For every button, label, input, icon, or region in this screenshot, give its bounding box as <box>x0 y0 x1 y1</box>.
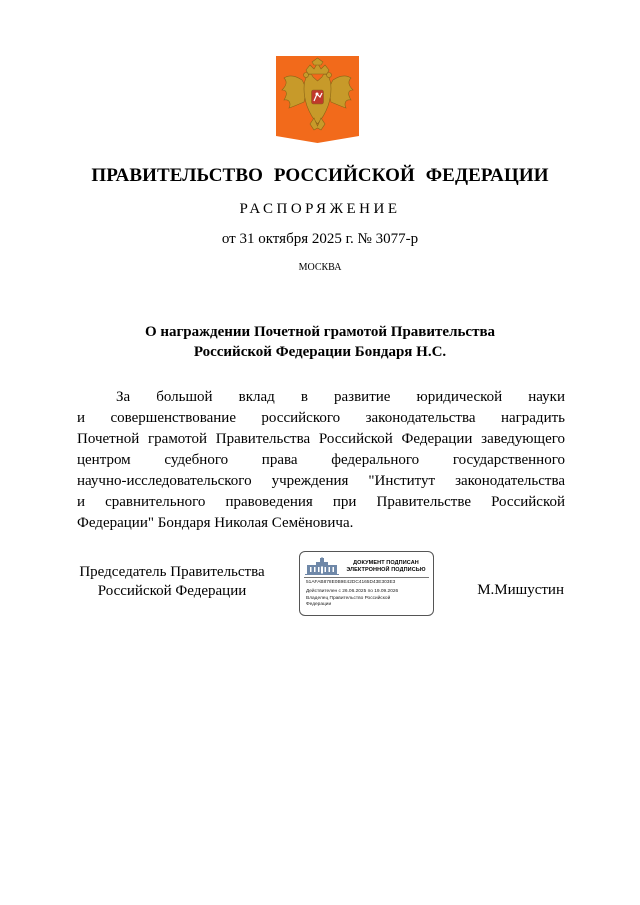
stamp-title <box>340 560 432 574</box>
document-date-number: от 31 октября 2025 г. № 3077-р <box>221 231 419 247</box>
stamp-validity: Действителен с 26.06.2025 по 19.09.2026 <box>306 589 399 594</box>
body-line: научно-исследовательского учреждения "Институт законодательства <box>77 473 565 489</box>
coat-of-arms-emblem <box>276 56 359 143</box>
signer-name: М.Мишустин <box>477 582 564 598</box>
document-heading <box>0 322 640 362</box>
electronic-signature-stamp <box>299 551 434 616</box>
russian-coat-of-arms-icon <box>276 56 359 143</box>
government-building-icon <box>304 557 340 575</box>
stamp-title-line: ДОКУМЕНТ ПОДПИСАН <box>353 560 419 566</box>
document-body <box>77 387 565 534</box>
signer-position <box>77 563 267 601</box>
body-line: За большой вклад в развитие юридической науки <box>116 389 565 405</box>
signer-position-line: Председатель Правительства <box>79 564 265 580</box>
document-heading-line: Российской Федерации Бондаря Н.С. <box>193 344 447 360</box>
signer-position-line: Российской Федерации <box>97 583 247 599</box>
document-heading-line: О награждении Почетной грамотой Правительства <box>144 324 496 340</box>
body-line: и совершенствование российского законодательства наградить <box>77 410 565 426</box>
stamp-emblem <box>304 557 340 575</box>
body-line: и сравнительного правоведения при Правительстве Российской <box>77 494 565 510</box>
stamp-title-line: ЭЛЕКТРОННОЙ ПОДПИСЬЮ <box>346 567 426 573</box>
stamp-owner: Федерации <box>306 602 332 607</box>
document-type: РАСПОРЯЖЕНИЕ <box>239 201 401 217</box>
body-line: Почетной грамотой Правительства Российской Федерации заведующего <box>77 431 565 447</box>
body-line: центром судебного права федерального государственного <box>77 452 565 468</box>
stamp-certificate: 51AFAB878E0B9E42DC4165D43E303E3 <box>306 580 396 585</box>
stamp-divider <box>304 577 429 578</box>
document-city: МОСКВА <box>298 262 342 273</box>
stamp-owner: Владелец Правительство Российской <box>306 596 391 601</box>
body-line: Федерации" Бондаря Николая Семёновича. <box>77 515 354 531</box>
government-title: ПРАВИТЕЛЬСТВО РОССИЙСКОЙ ФЕДЕРАЦИИ <box>91 165 549 186</box>
